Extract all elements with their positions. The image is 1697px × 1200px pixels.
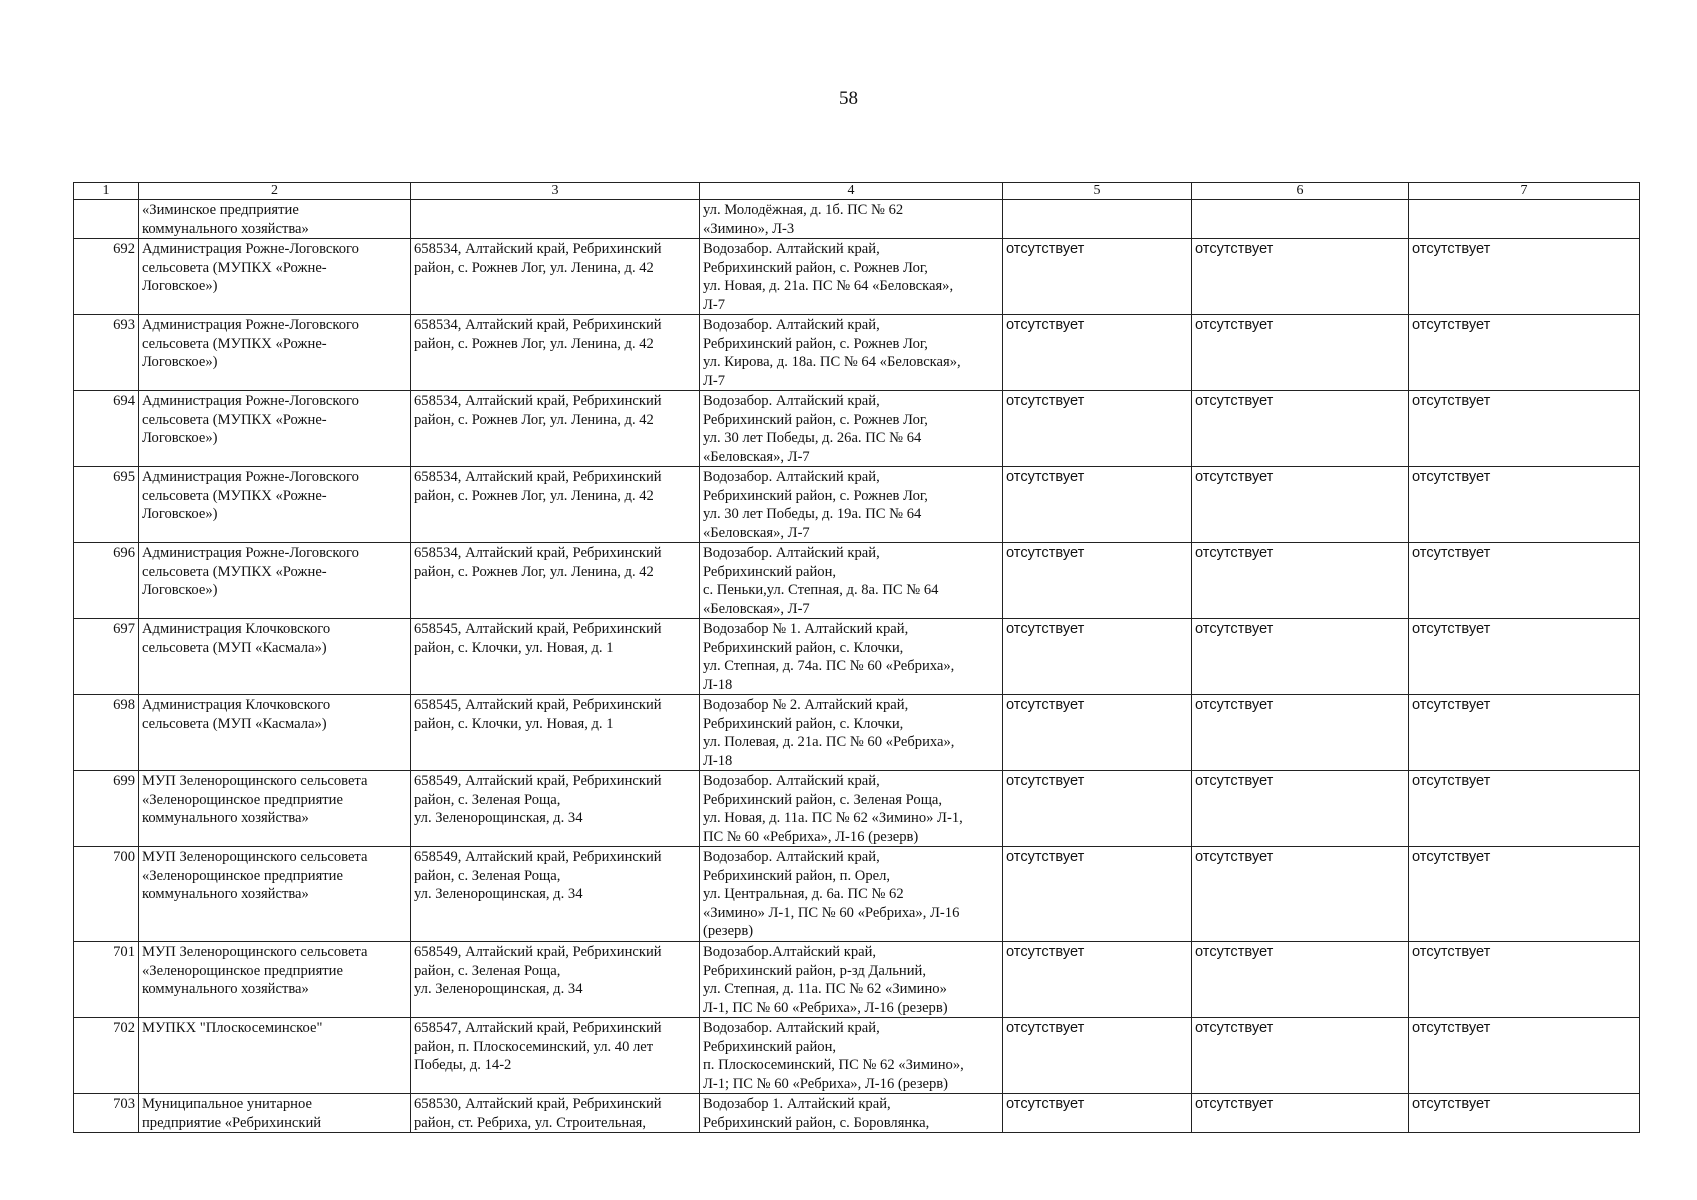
facility-cell: Водозабор. Алтайский край, Ребрихинский район, с. Пеньки,ул. Степная, д. 8а. ПС № 64 «Беловская», Л-7 (700, 543, 1003, 619)
row-number-cell: 699 (74, 771, 139, 847)
row-number-cell: 703 (74, 1094, 139, 1133)
col7-cell (1409, 200, 1640, 239)
address-cell: 658549, Алтайский край, Ребрихинский район, с. Зеленая Роща, ул. Зеленорощинская, д. 34 (411, 771, 700, 847)
col7-cell: отсутствует (1409, 847, 1640, 942)
table-row (74, 619, 1640, 695)
continuation-row (74, 200, 1640, 239)
col5-cell: отсутствует (1003, 942, 1192, 1018)
organization-cell: Администрация Рожне-Логовского сельсовета (МУПКХ «Рожне- Логовское») (139, 467, 411, 543)
facility-cell: Водозабор. Алтайский край, Ребрихинский район, с. Рожнев Лог, ул. 30 лет Победы, д. 19а. ПС № 64 «Беловская», Л-7 (700, 467, 1003, 543)
col5-cell (1003, 200, 1192, 239)
row-number-cell: 697 (74, 619, 139, 695)
col7-cell: отсутствует (1409, 239, 1640, 315)
column-header: 4 (700, 183, 1003, 200)
col5-cell: отсутствует (1003, 1094, 1192, 1133)
table-row (74, 315, 1640, 391)
organization-cell: МУП Зеленорощинского сельсовета «Зеленорощинское предприятие коммунального хозяйства» (139, 771, 411, 847)
col7-cell: отсутствует (1409, 1018, 1640, 1094)
address-cell: 658534, Алтайский край, Ребрихинский район, с. Рожнев Лог, ул. Ленина, д. 42 (411, 391, 700, 467)
address-cell: 658549, Алтайский край, Ребрихинский район, с. Зеленая Роща, ул. Зеленорощинская, д. 34 (411, 942, 700, 1018)
column-header: 7 (1409, 183, 1640, 200)
row-number-cell: 698 (74, 695, 139, 771)
col5-cell: отсутствует (1003, 391, 1192, 467)
col7-cell: отсутствует (1409, 619, 1640, 695)
col5-cell: отсутствует (1003, 467, 1192, 543)
organization-cell: Администрация Клочковского сельсовета (МУП «Касмала») (139, 695, 411, 771)
col7-cell: отсутствует (1409, 695, 1640, 771)
col5-cell: отсутствует (1003, 1018, 1192, 1094)
column-header: 1 (74, 183, 139, 200)
col6-cell: отсутствует (1192, 942, 1409, 1018)
col7-cell: отсутствует (1409, 1094, 1640, 1133)
facility-cell: Водозабор. Алтайский край, Ребрихинский район, п. Плоскосеминский, ПС № 62 «Зимино», Л-1; ПС № 60 «Ребриха», Л-16 (резерв) (700, 1018, 1003, 1094)
col6-cell (1192, 200, 1409, 239)
table-row (74, 543, 1640, 619)
col5-cell: отсутствует (1003, 315, 1192, 391)
table-row (74, 1094, 1640, 1133)
address-cell: 658549, Алтайский край, Ребрихинский район, с. Зеленая Роща, ул. Зеленорощинская, д. 34 (411, 847, 700, 942)
facility-cell: ул. Молодёжная, д. 1б. ПС № 62 «Зимино», Л-3 (700, 200, 1003, 239)
row-number-cell (74, 200, 139, 239)
address-cell (411, 200, 700, 239)
table-row (74, 391, 1640, 467)
facility-cell: Водозабор. Алтайский край, Ребрихинский район, с. Рожнев Лог, ул. Новая, д. 21а. ПС № 64 «Беловская», Л-7 (700, 239, 1003, 315)
row-number-cell: 693 (74, 315, 139, 391)
table-row (74, 942, 1640, 1018)
organization-cell: Муниципальное унитарное предприятие «Ребрихинский (139, 1094, 411, 1133)
row-number-cell: 696 (74, 543, 139, 619)
organization-cell: «Зиминское предприятие коммунального хозяйства» (139, 200, 411, 239)
organization-cell: МУП Зеленорощинского сельсовета «Зеленорощинское предприятие коммунального хозяйства» (139, 942, 411, 1018)
address-cell: 658547, Алтайский край, Ребрихинский район, п. Плоскосеминский, ул. 40 лет Победы, д. 14-2 (411, 1018, 700, 1094)
facility-cell: Водозабор. Алтайский край, Ребрихинский район, с. Рожнев Лог, ул. 30 лет Победы, д. 26а. ПС № 64 «Беловская», Л-7 (700, 391, 1003, 467)
table-row (74, 239, 1640, 315)
col7-cell: отсутствует (1409, 942, 1640, 1018)
col6-cell: отсутствует (1192, 543, 1409, 619)
row-number-cell: 694 (74, 391, 139, 467)
organization-cell: МУПКХ "Плоскосеминское" (139, 1018, 411, 1094)
address-cell: 658530, Алтайский край, Ребрихинский район, ст. Ребриха, ул. Строительная, (411, 1094, 700, 1133)
table-row (74, 771, 1640, 847)
table-row (74, 695, 1640, 771)
organization-cell: Администрация Рожне-Логовского сельсовета (МУПКХ «Рожне- Логовское») (139, 315, 411, 391)
organization-cell: Администрация Рожне-Логовского сельсовета (МУПКХ «Рожне- Логовское») (139, 391, 411, 467)
row-number-cell: 700 (74, 847, 139, 942)
col6-cell: отсутствует (1192, 315, 1409, 391)
facility-cell: Водозабор. Алтайский край, Ребрихинский район, п. Орел, ул. Центральная, д. 6а. ПС № 62 «Зимино» Л-1, ПС № 60 «Ребриха», Л-16 (резерв) (700, 847, 1003, 942)
address-cell: 658534, Алтайский край, Ребрихинский район, с. Рожнев Лог, ул. Ленина, д. 42 (411, 239, 700, 315)
col7-cell: отсутствует (1409, 771, 1640, 847)
facility-cell: Водозабор № 2. Алтайский край, Ребрихинский район, с. Клочки, ул. Полевая, д. 21а. ПС № 60 «Ребриха», Л-18 (700, 695, 1003, 771)
address-cell: 658545, Алтайский край, Ребрихинский район, с. Клочки, ул. Новая, д. 1 (411, 619, 700, 695)
column-header: 5 (1003, 183, 1192, 200)
table-row (74, 847, 1640, 942)
organization-cell: МУП Зеленорощинского сельсовета «Зеленорощинское предприятие коммунального хозяйства» (139, 847, 411, 942)
row-number-cell: 701 (74, 942, 139, 1018)
col5-cell: отсутствует (1003, 239, 1192, 315)
col7-cell: отсутствует (1409, 391, 1640, 467)
column-header: 2 (139, 183, 411, 200)
row-number-cell: 695 (74, 467, 139, 543)
col6-cell: отсутствует (1192, 695, 1409, 771)
column-header: 3 (411, 183, 700, 200)
facility-cell: Водозабор.Алтайский край, Ребрихинский район, р-зд Дальний, ул. Степная, д. 11а. ПС № 62 «Зимино» Л-1, ПС № 60 «Ребриха», Л-16 (резерв) (700, 942, 1003, 1018)
row-number-cell: 692 (74, 239, 139, 315)
address-cell: 658534, Алтайский край, Ребрихинский район, с. Рожнев Лог, ул. Ленина, д. 42 (411, 543, 700, 619)
facility-cell: Водозабор. Алтайский край, Ребрихинский район, с. Зеленая Роща, ул. Новая, д. 11а. ПС № 62 «Зимино» Л-1, ПС № 60 «Ребриха», Л-16 (резерв) (700, 771, 1003, 847)
row-number-cell: 702 (74, 1018, 139, 1094)
col5-cell: отсутствует (1003, 543, 1192, 619)
col6-cell: отсутствует (1192, 467, 1409, 543)
col6-cell: отсутствует (1192, 619, 1409, 695)
table-row (74, 467, 1640, 543)
col7-cell: отсутствует (1409, 467, 1640, 543)
col6-cell: отсутствует (1192, 391, 1409, 467)
col6-cell: отсутствует (1192, 1094, 1409, 1133)
address-cell: 658545, Алтайский край, Ребрихинский район, с. Клочки, ул. Новая, д. 1 (411, 695, 700, 771)
col5-cell: отсутствует (1003, 771, 1192, 847)
table-row (74, 1018, 1640, 1094)
col5-cell: отсутствует (1003, 695, 1192, 771)
col7-cell: отсутствует (1409, 543, 1640, 619)
organization-cell: Администрация Клочковского сельсовета (МУП «Касмала») (139, 619, 411, 695)
header-row (74, 183, 1640, 200)
page-number: 58 (839, 88, 858, 109)
address-cell: 658534, Алтайский край, Ребрихинский район, с. Рожнев Лог, ул. Ленина, д. 42 (411, 315, 700, 391)
col6-cell: отсутствует (1192, 771, 1409, 847)
col5-cell: отсутствует (1003, 619, 1192, 695)
organization-cell: Администрация Рожне-Логовского сельсовета (МУПКХ «Рожне- Логовское») (139, 239, 411, 315)
col6-cell: отсутствует (1192, 1018, 1409, 1094)
col5-cell: отсутствует (1003, 847, 1192, 942)
col6-cell: отсутствует (1192, 847, 1409, 942)
facility-cell: Водозабор № 1. Алтайский край, Ребрихинский район, с. Клочки, ул. Степная, д. 74а. ПС № 60 «Ребриха», Л-18 (700, 619, 1003, 695)
registry-table (73, 182, 1640, 1133)
facility-cell: Водозабор. Алтайский край, Ребрихинский район, с. Рожнев Лог, ул. Кирова, д. 18а. ПС № 64 «Беловская», Л-7 (700, 315, 1003, 391)
facility-cell: Водозабор 1. Алтайский край, Ребрихинский район, с. Боровлянка, (700, 1094, 1003, 1133)
column-header: 6 (1192, 183, 1409, 200)
col7-cell: отсутствует (1409, 315, 1640, 391)
col6-cell: отсутствует (1192, 239, 1409, 315)
address-cell: 658534, Алтайский край, Ребрихинский район, с. Рожнев Лог, ул. Ленина, д. 42 (411, 467, 700, 543)
organization-cell: Администрация Рожне-Логовского сельсовета (МУПКХ «Рожне- Логовское») (139, 543, 411, 619)
